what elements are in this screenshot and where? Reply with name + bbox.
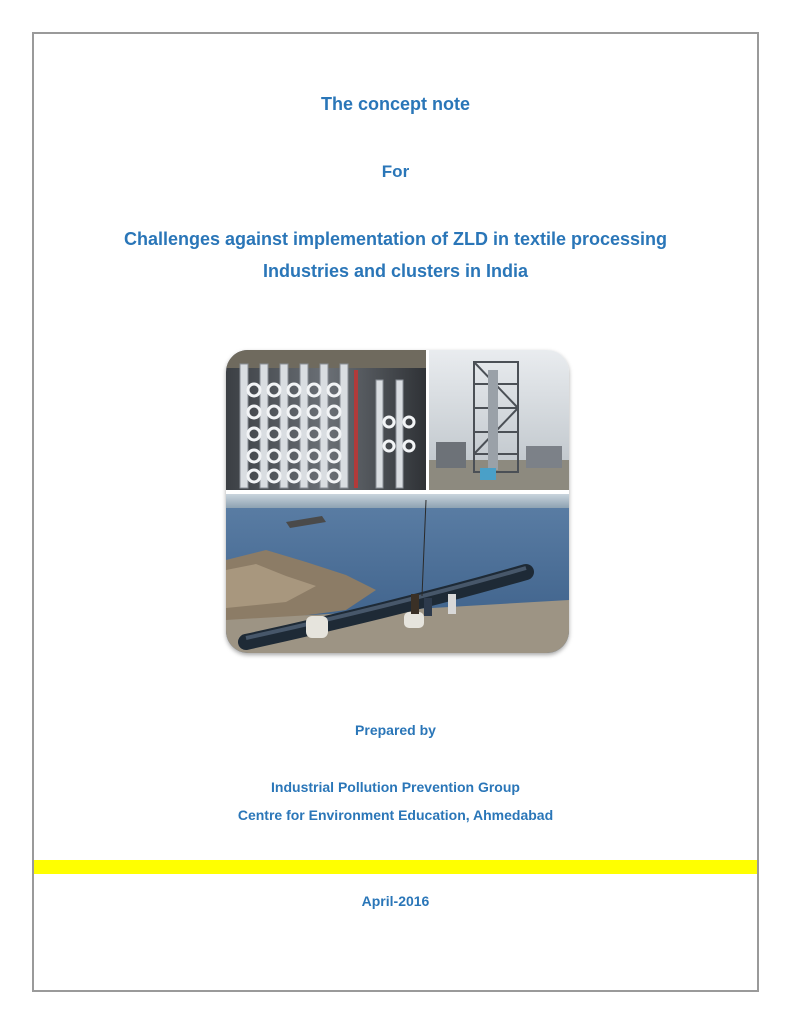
title-line-3: Challenges against implementation of ZLD in textile processing [123,229,668,249]
title-line-1: The concept note [320,94,470,114]
title-line-2: For [381,162,410,181]
evaporator-tower-photo [429,350,569,490]
yellow-divider [34,860,757,874]
cover-photo-collage [226,350,569,653]
organization-line-2: Centre for Environment Education, Ahmedabad [237,807,554,823]
publication-date: April-2016 [361,893,430,909]
prepared-by-label: Prepared by [355,722,436,738]
title-line-4: Industries and clusters in India [262,261,529,281]
sea-pipeline-photo [226,494,569,653]
ro-membrane-photo [226,350,426,490]
organization-line-1: Industrial Pollution Prevention Group [271,779,520,795]
